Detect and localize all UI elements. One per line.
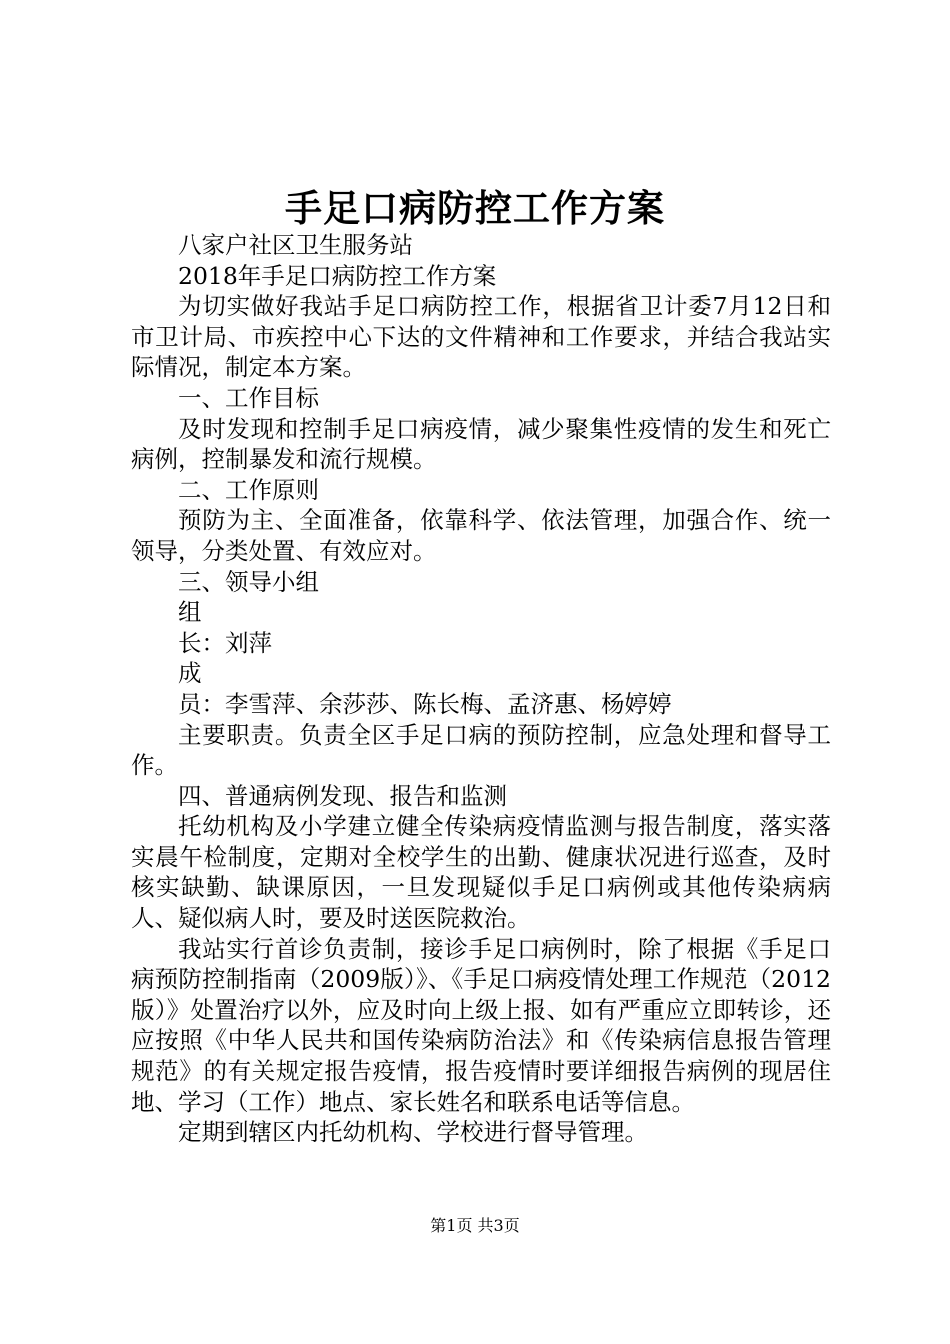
document-body — [131, 230, 831, 1148]
section-heading: 一、工作目标 — [178, 383, 319, 412]
paragraph: 及时发现和控制手足口病疫情，减少聚集性疫情的发生和死亡病例，控制暴发和流行规模。 — [131, 414, 831, 474]
paragraph: 长：刘萍 — [178, 628, 272, 657]
section-heading: 二、工作原则 — [178, 475, 319, 504]
section-heading: 四、普通病例发现、报告和监测 — [178, 781, 507, 810]
paragraph: 为切实做好我站手足口病防控工作，根据省卫计委7月12日和市卫计局、市疾控中心下达的文件精神和工作要求，并结合我站实际情况，制定本方案。 — [131, 292, 831, 382]
paragraph: 定期到辖区内托幼机构、学校进行督导管理。 — [178, 1118, 648, 1147]
paragraph: 2018年手足口病防控工作方案 — [178, 261, 497, 290]
paragraph: 成 — [178, 659, 202, 688]
paragraph: 组 — [178, 598, 202, 627]
page-number-footer: 第1页 共3页 — [430, 1216, 520, 1235]
paragraph: 员：李雪萍、余莎莎、陈长梅、孟济惠、杨婷婷 — [178, 689, 672, 718]
document-title: 手足口病防控工作方案 — [285, 186, 665, 230]
paragraph: 预防为主、全面准备，依靠科学、依法管理，加强合作、统一领导，分类处置、有效应对。 — [131, 506, 831, 565]
paragraph: 托幼机构及小学建立健全传染病疫情监测与报告制度，落实落实晨午检制度，定期对全校学生的出勤、健康状况进行巡查，及时核实缺勤、缺课原因，一旦发现疑似手足口病例或其他传染病病人、疑似病人时，要及时送医院救治。 — [131, 812, 831, 933]
paragraph: 我站实行首诊负责制，接诊手足口病例时，除了根据《手足口病预防控制指南（2009版）》、《手足口病疫情处理工作规范（2012版）》处置治疗以外，应及时向上级上报、如有严重应立即转诊，还应按照《中华人民共和国传染病防治法》和《传染病信息报告管理规范》的有关规定报告疫情，报告疫情时要详细报告病例的现居住地、学习（工作）地点、家长姓名和联系电话等信息。 — [131, 934, 831, 1116]
section-heading: 三、领导小组 — [178, 567, 319, 596]
paragraph: 八家户社区卫生服务站 — [178, 231, 413, 259]
paragraph: 主要职责。负责全区手足口病的预防控制，应急处理和督导工作。 — [131, 720, 831, 780]
